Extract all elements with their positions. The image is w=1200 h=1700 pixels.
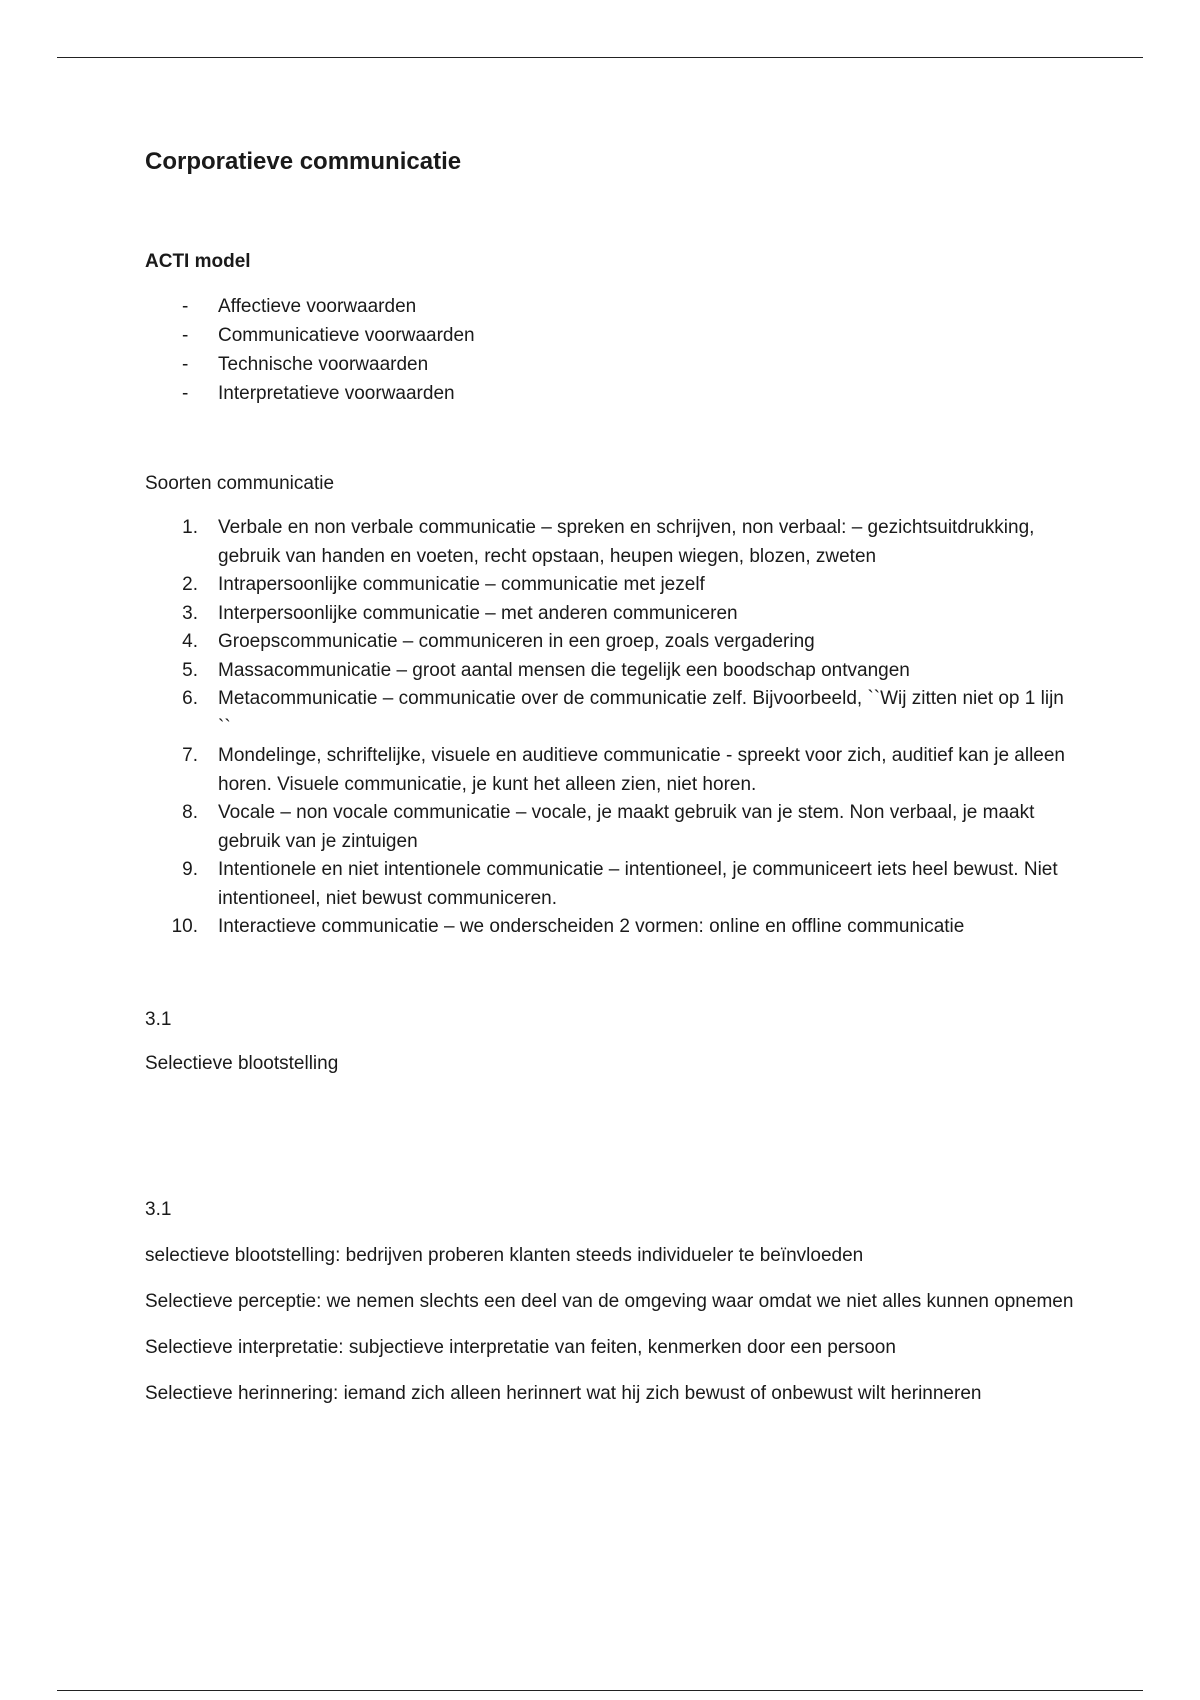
list-number: 4. <box>182 631 198 652</box>
list-number: 2. <box>182 574 198 595</box>
paragraph: Selectieve herinnering: iemand zich alleen herinnert wat hij zich bewust of onbewust wilt herinneren <box>145 1382 982 1404</box>
list-item <box>145 856 1075 913</box>
section-text: Selectieve blootstelling <box>145 1052 339 1074</box>
list-item-text: Technische voorwaarden <box>218 354 429 375</box>
list-item <box>145 657 1075 686</box>
bullet-dash: - <box>182 296 189 317</box>
header-rule <box>57 57 1143 58</box>
list-number: 1. <box>182 517 198 538</box>
list-number: 5. <box>182 659 198 681</box>
list-item <box>145 685 1075 742</box>
list-number: 8. <box>182 802 198 823</box>
list-item-text: Intentionele en niet intentionele communicatie – intentioneel, je communiceert iets heel bewust. Niet intentioneel, niet bewust communiceren. <box>218 859 1058 909</box>
list-item <box>145 379 1075 408</box>
list-item <box>145 571 1075 600</box>
list-item <box>145 600 1075 629</box>
section-number: 3.1 <box>145 1008 172 1030</box>
acti-list <box>145 292 1075 408</box>
list-number: 10. <box>171 916 198 937</box>
section-number: 3.1 <box>145 1198 172 1220</box>
list-number: 6. <box>182 688 198 709</box>
list-number: 7. <box>182 745 198 766</box>
list-item-text: Interpretatieve voorwaarden <box>218 383 455 404</box>
list-item <box>145 742 1075 799</box>
list-item-text: Massacommunicatie – groot aantal mensen die tegelijk een boodschap ontvangen <box>218 659 910 681</box>
list-item-text: Vocale – non vocale communicatie – vocale, je maakt gebruik van je stem. Non verbaal, je maakt gebruik van je zintuigen <box>218 802 1035 852</box>
bullet-dash: - <box>182 354 189 375</box>
acti-heading: ACTI model <box>145 251 251 272</box>
list-item-text: Groepscommunicatie – communiceren in een groep, zoals vergadering <box>218 631 815 652</box>
list-item-text: Communicatieve voorwaarden <box>218 325 475 346</box>
list-item <box>145 514 1075 571</box>
list-item <box>145 350 1075 379</box>
bullet-dash: - <box>182 325 189 346</box>
list-item <box>145 799 1075 856</box>
list-item-text: Mondelinge, schriftelijke, visuele en auditieve communicatie - spreekt voor zich, auditief kan je alleen horen. Visuele communicatie, je kunt het alleen zien, niet horen. <box>218 745 1065 795</box>
list-number: 3. <box>182 602 198 624</box>
footer-rule <box>57 1690 1143 1691</box>
list-item <box>145 913 1075 942</box>
paragraph: Selectieve perceptie: we nemen slechts een deel van de omgeving waar omdat we niet alles kunnen opnemen <box>145 1290 1074 1312</box>
bullet-dash: - <box>182 383 189 404</box>
list-item-text: Metacommunicatie – communicatie over de communicatie zelf. Bijvoorbeeld, ``Wij zitten niet op 1 lijn `` <box>218 688 1064 738</box>
soorten-list <box>145 514 1075 942</box>
paragraph: Selectieve interpretatie: subjectieve interpretatie van feiten, kenmerken door een persoon <box>145 1336 896 1358</box>
soorten-heading: Soorten communicatie <box>145 473 335 494</box>
list-item <box>145 628 1075 657</box>
list-item-text: Intrapersoonlijke communicatie – communicatie met jezelf <box>218 574 705 595</box>
list-item-text: Verbale en non verbale communicatie – spreken en schrijven, non verbaal: – gezichtsuitdrukking, gebruik van handen en voeten, recht opstaan, heupen wiegen, blozen, zweten <box>218 517 1035 567</box>
list-item-text: Affectieve voorwaarden <box>218 296 417 317</box>
paragraph: selectieve blootstelling: bedrijven proberen klanten steeds individueler te beïnvloeden <box>145 1244 864 1266</box>
list-item <box>145 292 1075 321</box>
list-item-text: Interpersoonlijke communicatie – met anderen communiceren <box>218 602 738 624</box>
list-item-text: Interactieve communicatie – we onderscheiden 2 vormen: online en offline communicatie <box>218 916 965 937</box>
document-title: Corporatieve communicatie <box>145 148 462 175</box>
list-number: 9. <box>182 859 198 880</box>
document-body <box>145 145 1075 1408</box>
list-item <box>145 321 1075 350</box>
